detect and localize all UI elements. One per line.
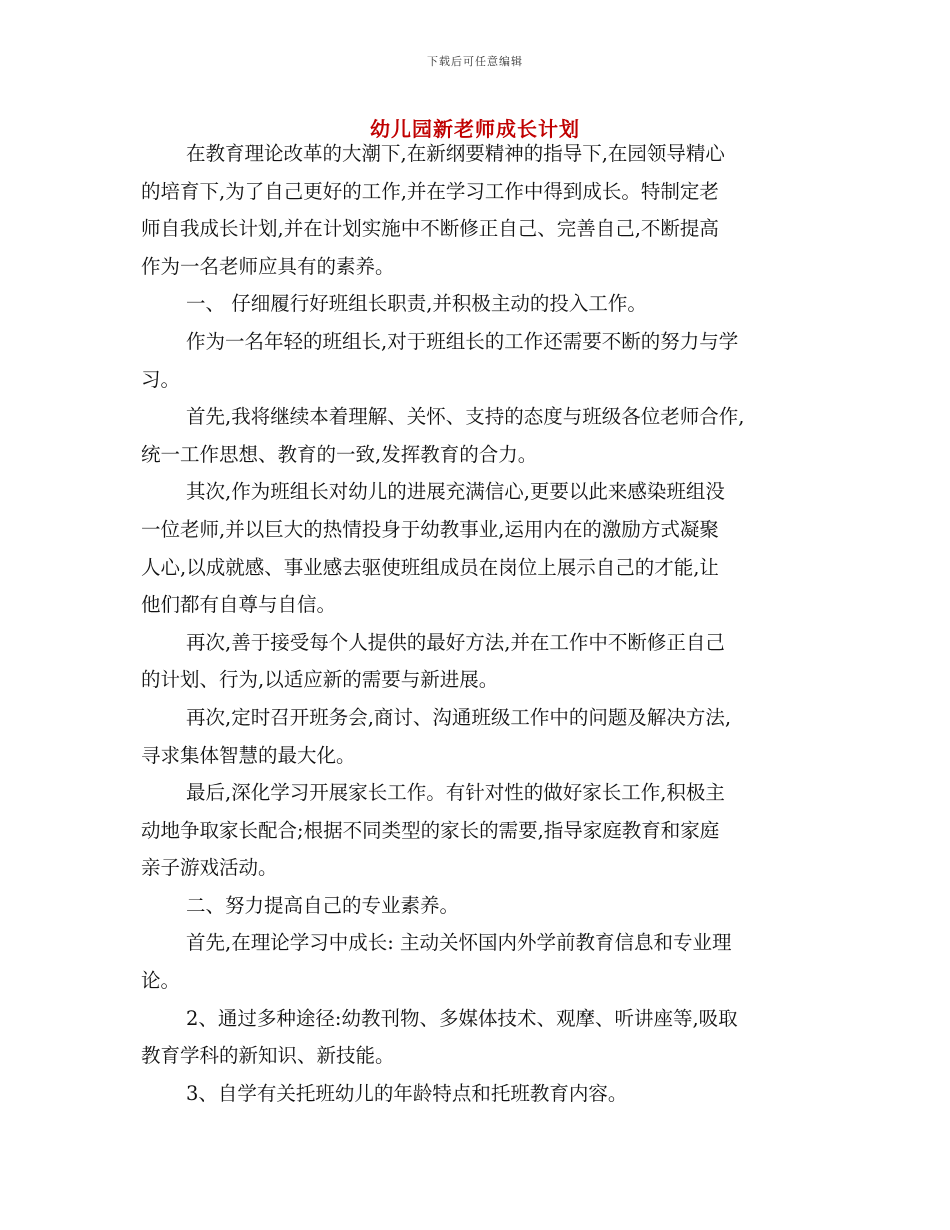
text-line: 统一工作思想、教育的一致,发挥教育的合力。: [141, 442, 538, 466]
text-line: 在教育理论改革的大潮下,在新纲要精神的指导下,在园领导精心: [186, 142, 725, 165]
text-line: 亲子游戏活动。: [141, 856, 278, 880]
text-line: 寻求集体智慧的最大化。: [141, 743, 356, 767]
text-line: 再次,定时召开班务会,商讨、沟通班级工作中的问题及解决方法,: [186, 705, 732, 729]
text-line: 最后,深化学习开展家长工作。有针对性的做好家长工作,积极主: [186, 781, 725, 805]
document-body: [141, 140, 821, 1117]
text-line: 的培育下,为了自己更好的工作,并在学习工作中得到成长。特制定老: [141, 179, 719, 203]
text-line: 动地争取家长配合;根据不同类型的家长的需要,指导家庭教育和家庭: [141, 818, 720, 842]
text-line: 习。: [141, 367, 181, 391]
text-line: 论。: [141, 969, 181, 993]
document-title: 幼儿园新老师成长计划: [370, 117, 580, 141]
text-line: 教育学科的新知识、新技能。: [141, 1044, 395, 1068]
text-line: 其次,作为班组长对幼儿的进展充满信心,更要以此来感染班组没: [186, 480, 725, 504]
text-line: 人心,以成就感、事业感去驱使班组成员在岗位上展示自己的才能,让: [141, 555, 719, 579]
text-line: 首先,我将继续本着理解、关怀、支持的态度与班级各位老师合作,: [186, 405, 745, 429]
text-line: 师自我成长计划,并在计划实施中不断修正自己、完善自己,不断提高: [141, 217, 719, 241]
text-line: 2、通过多种途径:幼教刊物、多媒体技术、观摩、听讲座等,吸取: [186, 1006, 738, 1030]
header-note: 下载后可任意编辑: [427, 55, 523, 68]
section-heading-2: 二、努力提高自己的专业素养。: [186, 893, 460, 917]
text-line: 首先,在理论学习中成长: 主动关怀国内外学前教育信息和专业理: [186, 931, 732, 955]
text-line: 的计划、行为,以适应新的需要与新进展。: [141, 668, 499, 692]
text-line: 他们都有自尊与自信。: [141, 593, 337, 617]
text-line: 一位老师,并以巨大的热情投身于幼教事业,运用内在的激励方式凝聚: [141, 517, 719, 541]
text-line: 作为一名年轻的班组长,对于班组长的工作还需要不断的努力与学: [186, 329, 739, 353]
text-line: 作为一名老师应具有的素养。: [141, 254, 395, 278]
text-line: 再次,善于接受每个人提供的最好方法,并在工作中不断修正自己: [186, 630, 725, 654]
section-heading-1: 一、 仔细履行好班组长职责,并积极主动的投入工作。: [186, 292, 647, 316]
text-line: 3、自学有关托班幼儿的年龄特点和托班教育内容。: [186, 1081, 628, 1105]
